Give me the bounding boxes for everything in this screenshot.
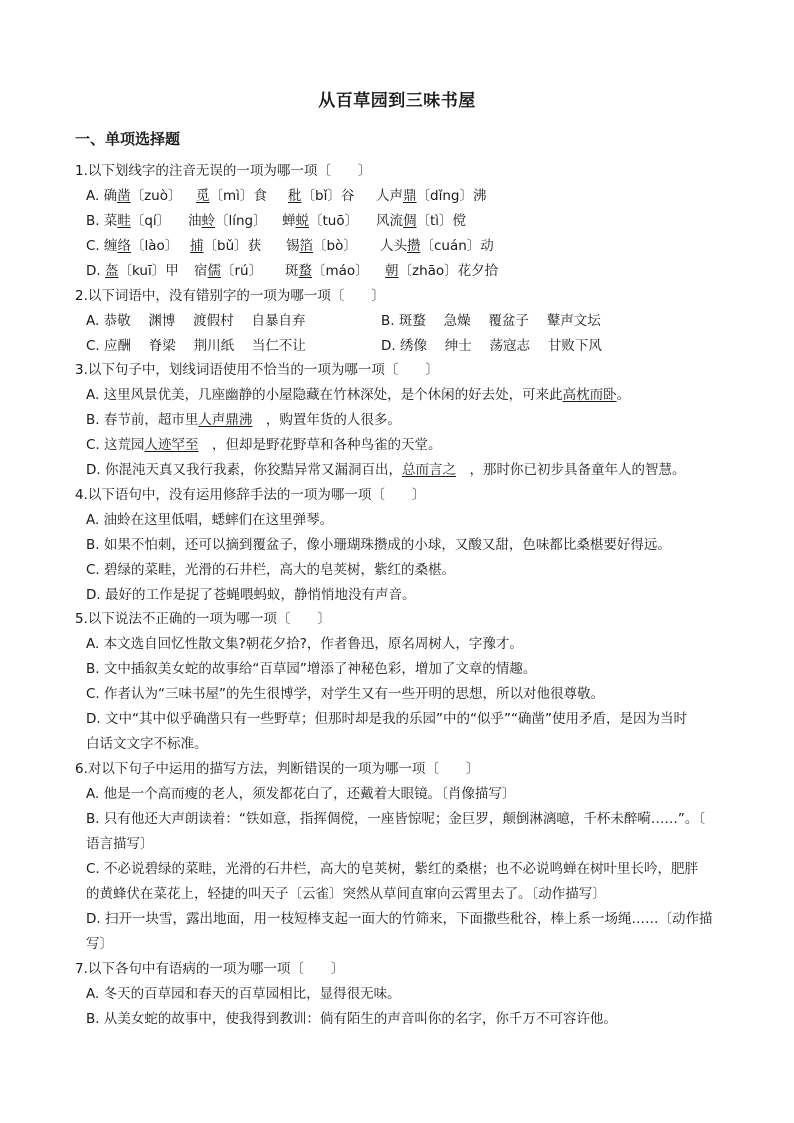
q5-option-b: B. 文中插叙美女蛇的故事给“百草园”增添了神秘色彩，增加了文章的情趣。	[86, 661, 537, 677]
q1-option-b-item-1: B. 菜畦〔qí〕	[86, 213, 171, 229]
q3-option-a: A. 这里风景优美，几座幽静的小屋隐藏在竹林深处，是个休闲的好去处，可来此高枕而卧。	[86, 387, 631, 403]
question-2-stem: 2.以下词语中，没有错别字的一项为哪一项〔 〕	[75, 288, 385, 304]
q1-option-d-item-4: 朝〔zhāo〕花夕拾	[385, 263, 499, 279]
question-1-stem: 1.以下划线字的注音无误的一项为哪一项〔 〕	[75, 163, 372, 179]
question-3-stem: 3.以下句子中，划线词语使用不恰当的一项为哪一项〔 〕	[75, 362, 439, 378]
question-7-stem: 7.以下各句中有语病的一项为哪一项〔 〕	[75, 961, 345, 977]
q6-option-c-line-1: C. 不必说碧绿的菜畦，光滑的石井栏，高大的皂荚树，紫红的桑椹；也不必说鸣蝉在树叶里长吟，肥胖	[86, 861, 699, 877]
q4-option-a: A. 油蛉在这里低唱，蟋蟀们在这里弹琴。	[86, 512, 334, 528]
q1-option-a-item-3: 秕〔bǐ〕谷	[288, 188, 355, 204]
q5-option-d-line-1: D. 文中“其中似乎确凿只有一些野草；但那时却是我的乐园”中的“似乎”“确凿”使用矛盾，是因为当时	[86, 711, 687, 727]
q6-option-c-line-2: 的黄蜂伏在菜花上，轻捷的叫天子〔云雀〕突然从草间直窜向云霄里去了。〔动作描写〕	[86, 886, 606, 902]
q3-option-b: B. 春节前，超市里人声鼎沸 ，购置年货的人很多。	[86, 412, 401, 428]
section-heading: 一、单项选择题	[75, 130, 181, 148]
q4-option-c: C. 碧绿的菜畦，光滑的石井栏，高大的皂荚树，紫红的桑椹。	[86, 562, 456, 578]
q6-option-a: A. 他是一个高而瘦的老人，须发都花白了，还戴着大眼镜。〔肖像描写〕	[86, 786, 516, 802]
q1-option-d-item-1: D. 盔〔kuī〕甲	[86, 263, 179, 279]
q6-option-d-line-2: 写〕	[86, 936, 113, 952]
q1-option-b-item-2: 油蛉〔líng〕	[188, 213, 267, 229]
q6-option-b-line-2: 语言描写〕	[86, 836, 154, 852]
q1-option-a-item-2: 觅〔mì〕食	[196, 188, 267, 204]
q1-option-b-item-4: 风流倜〔tì〕傥	[376, 213, 467, 229]
question-5-stem: 5.以下说法不正确的一项为哪一项〔 〕	[75, 611, 331, 627]
q6-option-b-line-1: B. 只有他还大声朗读着：“铁如意，指挥倜傥，一座皆惊呢；金巨罗，颠倒淋漓噫，千杯未醉嗬……”。〔	[86, 811, 706, 827]
q1-option-a-item-4: 人声鼎〔dǐng〕沸	[376, 188, 487, 204]
q1-option-d-item-3: 斑蝥〔máo〕	[285, 263, 369, 279]
q1-option-b-item-3: 蝉蜕〔tuō〕	[282, 213, 359, 229]
q2-option-a: A. 恭敬 渊博 渡假村 自暴自弃	[86, 313, 306, 329]
q1-option-a-item-1: A. 确凿〔zuò〕	[86, 188, 182, 204]
q5-option-c: C. 作者认为“三味书屋”的先生很博学，对学生又有一些开明的思想，所以对他很尊敬。	[86, 686, 604, 702]
q1-option-c-item-4: 人头攒〔cuán〕动	[380, 238, 494, 254]
q1-option-c-item-2: 捕〔bǔ〕获	[190, 238, 262, 254]
q1-option-c-item-1: C. 缠络〔lào〕	[86, 238, 179, 254]
q1-option-d-item-2: 宿儒〔rú〕	[194, 263, 263, 279]
q4-option-b: B. 如果不怕刺，还可以摘到覆盆子，像小珊瑚珠攒成的小球，又酸又甜，色味都比桑椹要好得远。	[86, 537, 671, 553]
question-4-stem: 4.以下语句中，没有运用修辞手法的一项为哪一项〔 〕	[75, 487, 426, 503]
question-6-stem: 6.对以下句子中运用的描写方法，判断错误的一项为哪一项〔 〕	[75, 761, 480, 777]
q2-option-b: B. 斑蝥 急燥 覆盆子 鼙声文坛	[381, 313, 601, 329]
q2-option-c: C. 应酬 脊梁 荆川纸 当仁不让	[86, 338, 306, 354]
q3-option-d: D. 你混沌天真又我行我素，你狡黠异常又漏洞百出，总而言之 ，那时你已初步具备童年人的智慧。	[86, 462, 686, 478]
page-title: 从百草园到三味书屋	[318, 91, 476, 111]
q2-option-d: D. 绣像 绅士 荡寇志 甘败下风	[381, 338, 602, 354]
q3-option-c: C. 这荒园人迹罕至 ，但却是野花野草和各种鸟雀的天堂。	[86, 437, 442, 453]
q5-option-a: A. 本文选自回忆性散文集?朝花夕拾?，作者鲁迅，原名周树人，字豫才。	[86, 636, 523, 652]
q4-option-d: D. 最好的工作是捉了苍蝇喂蚂蚁，静悄悄地没有声音。	[86, 587, 416, 603]
q6-option-d-line-1: D. 扫开一块雪，露出地面，用一枝短棒支起一面大的竹筛来，下面撒些秕谷，棒上系一场绳……〔动作描	[86, 911, 713, 927]
q7-option-a: A. 冬天的百草园和春天的百草园相比，显得很无味。	[86, 986, 401, 1002]
q7-option-b: B. 从美女蛇的故事中，使我得到教训：倘有陌生的声音叫你的名字，你千万不可容许他。	[86, 1011, 617, 1027]
q1-option-c-item-3: 锡箔〔bò〕	[286, 238, 357, 254]
q5-option-d-line-2: 白话文文字不标准。	[86, 736, 208, 752]
